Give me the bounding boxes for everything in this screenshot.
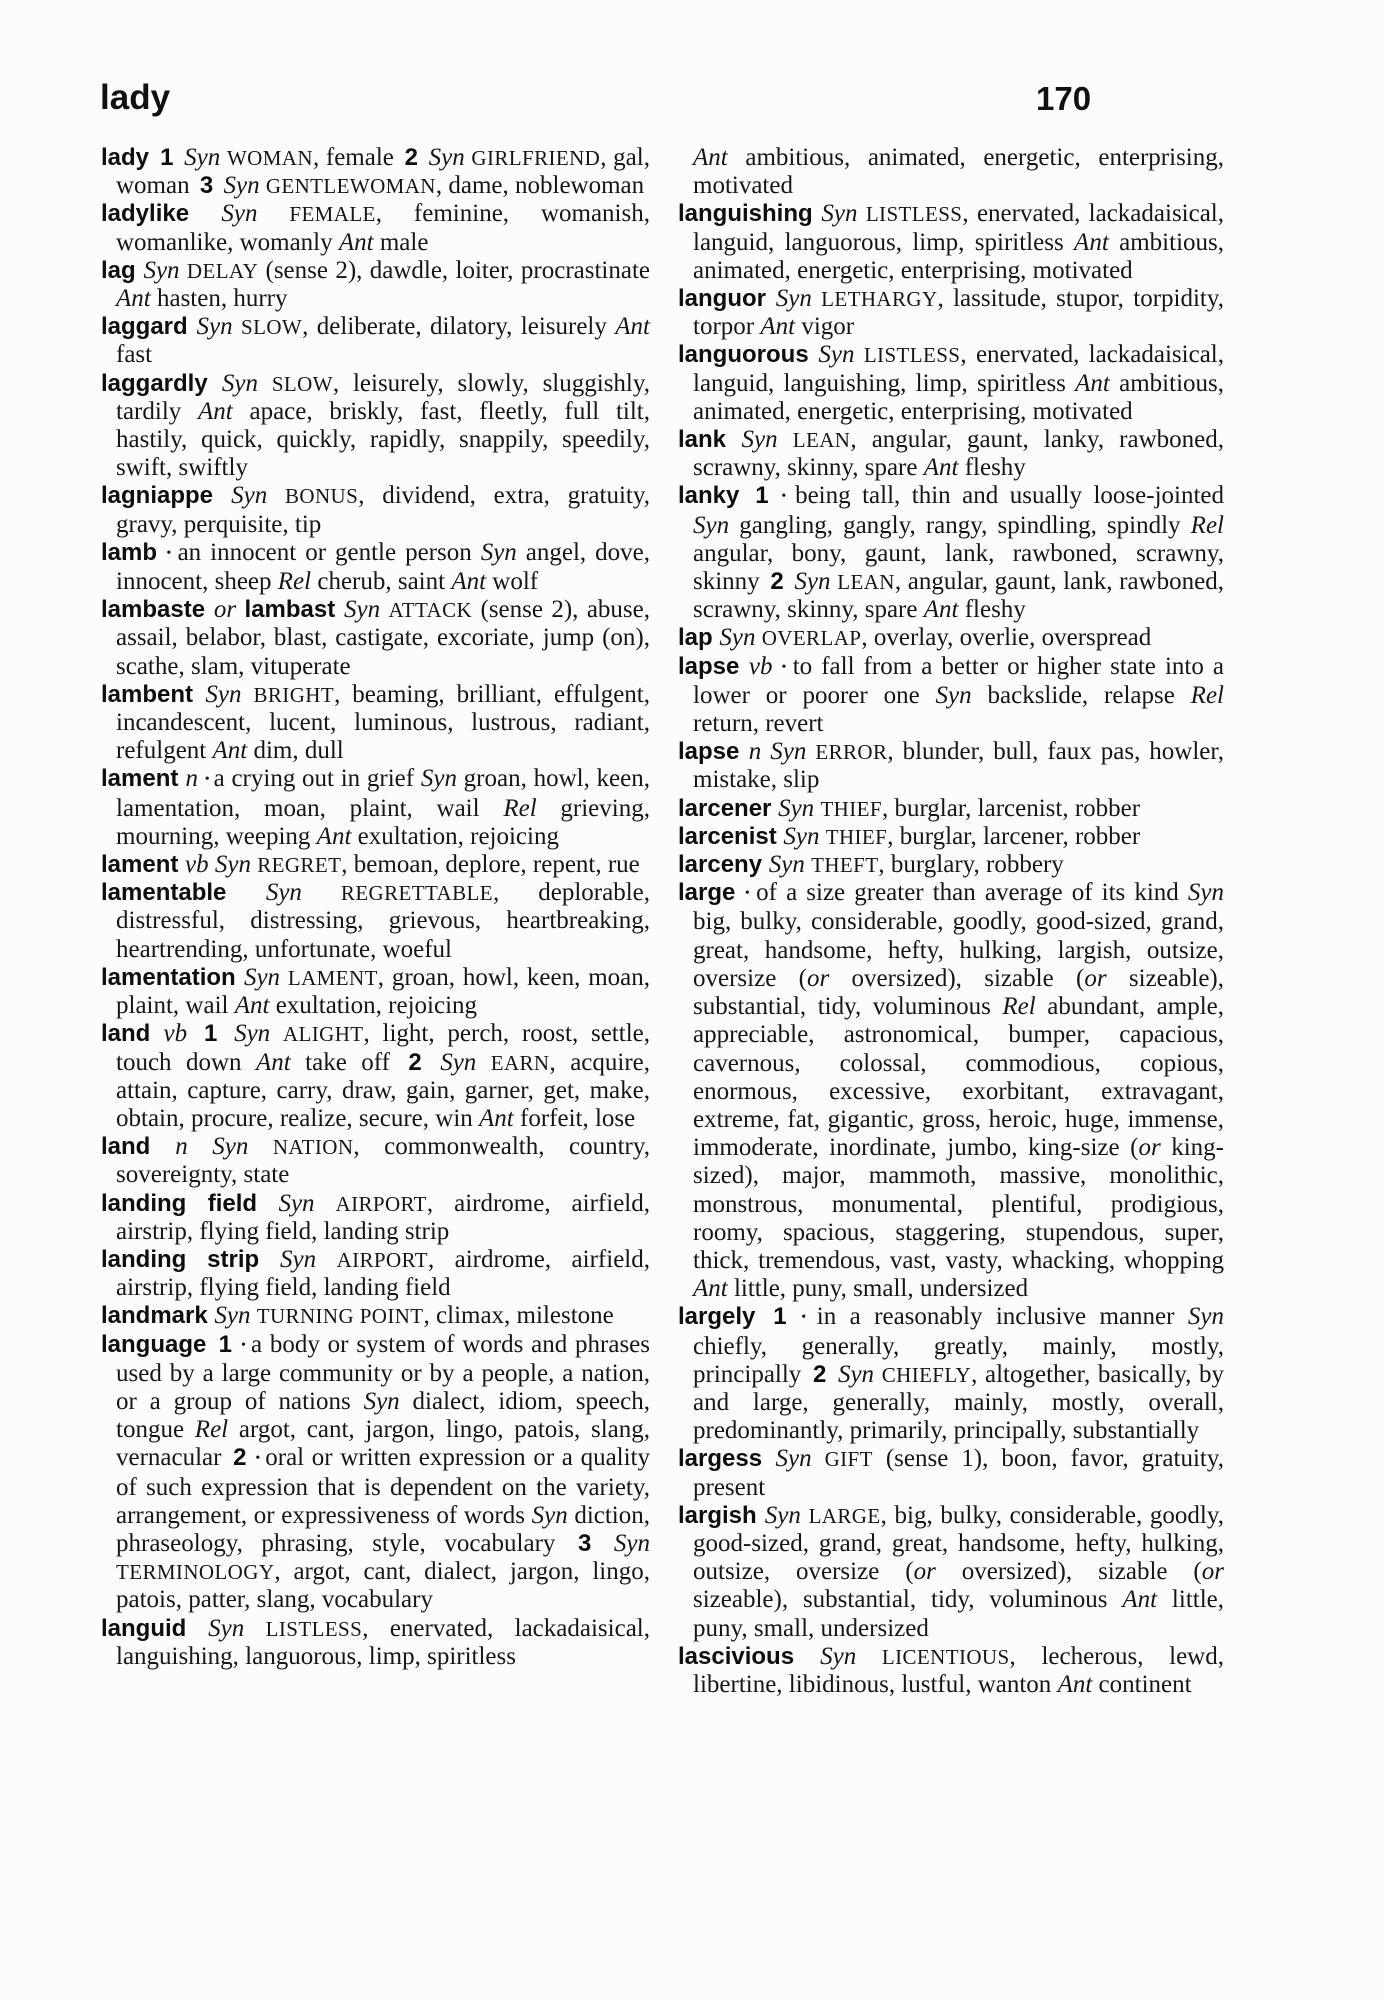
italic-label: or <box>913 1558 962 1586</box>
cross-reference: REGRET <box>257 853 342 878</box>
cross-reference: LARGE <box>808 1503 881 1528</box>
headword: lapse <box>678 652 749 680</box>
plain-text: , altogether, basically, by and large, generally, mainly, mostly, overall, predominantly, primarily, principally, substantially <box>693 1360 1224 1445</box>
plain-text: dim, dull <box>253 737 344 765</box>
cross-reference: GIFT <box>824 1447 873 1472</box>
headword: lagniappe <box>101 482 232 510</box>
plain-text: dialect, idiom, speech, tongue <box>116 1387 650 1444</box>
sense-number: 1 <box>160 144 174 171</box>
headword: lament <box>101 765 186 793</box>
plain-text: (sense 2), dawdle, loiter, procrastinate <box>258 256 650 284</box>
italic-label: Ant <box>338 228 380 256</box>
plain-text: a crying out in grief <box>213 765 421 793</box>
entry <box>678 1502 1224 1643</box>
italic-label: Syn <box>775 285 822 313</box>
running-head: lady <box>100 78 171 117</box>
italic-label: vb Syn <box>185 851 258 879</box>
headword: landing strip <box>101 1245 281 1273</box>
sense-number: 2 <box>812 1360 827 1388</box>
headword: languid <box>101 1614 209 1642</box>
cross-reference: SLOW <box>271 371 333 396</box>
italic-label: Rel <box>1190 511 1224 539</box>
italic-label: Syn <box>265 879 341 907</box>
plain-text: cherub, saint <box>317 568 452 596</box>
cross-reference: ALIGHT <box>282 1022 364 1047</box>
entry <box>678 795 1224 823</box>
plain-text: , enervated, lackadaisical, languishing, languorous, limp, spiritless <box>116 1614 650 1670</box>
entry <box>101 879 650 964</box>
headword: lag <box>101 256 144 284</box>
cross-reference: REGRETTABLE <box>340 881 493 906</box>
italic-label: Syn <box>787 568 838 596</box>
italic-label: Syn <box>775 1445 825 1473</box>
italic-label: Ant <box>693 144 746 171</box>
plain-text: , airdrome, airfield, airstrip, flying field, landing field <box>116 1245 650 1302</box>
headword: lascivious <box>678 1642 821 1670</box>
italic-label: n Syn <box>748 738 816 766</box>
plain-text: , climax, milestone <box>423 1302 614 1330</box>
italic-label: Syn <box>344 596 389 624</box>
italic-label: or <box>1201 1558 1224 1586</box>
italic-label: Syn <box>421 144 472 171</box>
cross-reference: AIRPORT <box>336 1247 428 1272</box>
plain-text: being tall, thin and usually loose-jointed <box>795 482 1225 510</box>
cross-reference: ATTACK <box>388 598 473 623</box>
plain-text: , commonwealth, country, sovereignty, state <box>116 1133 650 1189</box>
headword: laggardly <box>101 369 222 397</box>
plain-text: oversized), sizable ( <box>851 964 1085 992</box>
plain-text: , enervated, lackadaisical, languid, languorous, limp, spiritless <box>693 200 1225 256</box>
italic-label: Syn <box>217 172 266 200</box>
plain-text: , deplorable, distressful, distressing, grievous, heartbreaking, heartrending, unfortunate, woeful <box>116 879 650 963</box>
plain-text: continent <box>1098 1670 1192 1698</box>
sense-number: 3 <box>577 1529 592 1557</box>
plain-text: , light, perch, roost, settle, touch down <box>116 1020 650 1076</box>
headword: lamb <box>101 538 167 566</box>
cross-reference: WOMAN <box>226 146 313 170</box>
entry <box>101 1246 650 1302</box>
plain-text: sizeable), substantial, tidy, voluminous <box>693 1586 1123 1614</box>
headword: land <box>101 1133 176 1161</box>
headword: lamentable <box>101 879 266 907</box>
italic-label: Syn <box>280 1245 337 1273</box>
plain-text: an innocent or gentle person <box>177 538 481 566</box>
entry <box>101 596 650 681</box>
italic-label: Syn <box>830 1360 882 1388</box>
cross-reference: AIRPORT <box>335 1191 427 1216</box>
cross-reference: FEMALE <box>289 202 376 227</box>
cross-reference: BRIGHT <box>253 682 335 707</box>
plain-text: argot, cant, jargon, lingo, patois, slang, vernacular <box>116 1416 650 1472</box>
italic-label: n <box>185 765 205 793</box>
cross-reference: BONUS <box>285 484 359 509</box>
bullet-icon: • <box>790 1310 817 1326</box>
italic-label: Ant <box>212 737 254 765</box>
sense-number: 1 <box>773 1303 787 1331</box>
italic-label: Rel <box>277 568 318 596</box>
headword: lapse <box>678 738 749 766</box>
italic-label: Syn <box>531 1501 575 1529</box>
plain-text: apace, briskly, fast, fleetly, full tilt, hastily, quick, quickly, rapidly, snappily, speedily, swift, swiftly <box>116 397 650 482</box>
bullet-icon: • <box>235 1337 251 1353</box>
plain-text: fast <box>116 341 153 369</box>
plain-text: male <box>379 228 429 256</box>
sense-number: 2 <box>233 1444 247 1472</box>
plain-text: , dividend, extra, gratuity, gravy, perquisite, tip <box>116 482 650 538</box>
plain-text: , burglary, robbery <box>878 851 1064 879</box>
plain-text: , bemoan, deplore, repent, rue <box>341 851 640 879</box>
italic-label: Syn <box>231 482 286 510</box>
headword: languishing <box>678 200 822 228</box>
headword: lank <box>678 426 742 454</box>
page-number: 170 <box>1036 80 1092 117</box>
entry <box>101 1190 650 1246</box>
italic-label: Syn <box>420 765 464 793</box>
entry <box>101 313 650 369</box>
plain-text: , angular, gaunt, lank, rawboned, scrawny, skinny, spare <box>693 568 1224 624</box>
plain-text: , beaming, brilliant, effulgent, incandescent, lucent, luminous, lustrous, radiant, refulgent <box>116 680 650 765</box>
entry <box>101 539 650 596</box>
headword: lanky <box>678 482 752 510</box>
plain-text: king-sized), major, mammoth, massive, monolithic, monstrous, monumental, plentiful, prodigious, roomy, spacious, staggering, stupendous, super, thick, tremendous, vast, vasty, whacking, whopping <box>693 1134 1225 1274</box>
sense-number: 1 <box>755 482 769 510</box>
italic-label: Syn <box>425 1048 491 1076</box>
italic-label: Syn <box>764 1501 809 1529</box>
plain-text: , overlay, overlie, overspread <box>861 624 1152 652</box>
sense-number: 3 <box>199 172 214 200</box>
entry <box>101 144 650 200</box>
italic-label: Syn <box>768 851 812 879</box>
bullet-icon: • <box>250 1451 266 1467</box>
sense-number: 2 <box>404 144 418 171</box>
plain-text: (sense 1), boon, favor, gratuity, present <box>693 1445 1224 1501</box>
cross-reference: TERMINOLOGY <box>116 1560 275 1585</box>
sense-number: 1 <box>203 1020 218 1048</box>
entry <box>678 200 1224 285</box>
italic-label: Syn <box>783 822 826 850</box>
italic-label: Syn <box>221 369 272 397</box>
italic-label: Syn <box>480 538 526 566</box>
italic-label: Syn <box>214 1302 257 1330</box>
plain-text: (sense 2), abuse, assail, belabor, blast, castigate, excoriate, jump (on), scathe, slam, vituperate <box>116 596 651 680</box>
bullet-icon: • <box>166 545 178 561</box>
plain-text: , airdrome, airfield, airstrip, flying field, landing strip <box>116 1189 650 1245</box>
italic-label: n Syn <box>175 1133 273 1161</box>
italic-label: Syn <box>243 963 288 991</box>
entry <box>678 879 1224 1303</box>
headword: lamentation <box>101 963 244 991</box>
entry <box>101 1020 650 1133</box>
plain-text: a body or system of words and phrases used by a large community or by a people, a nation, or a group of nations <box>116 1330 650 1415</box>
plain-text: big, bulky, considerable, goodly, good-sized, grand, great, handsome, hefty, hulking, largish, outsize, oversize ( <box>693 908 1224 992</box>
italic-label: Ant <box>923 596 965 624</box>
plain-text: oversized), sizable ( <box>961 1558 1202 1586</box>
cross-reference: GIRLFRIEND <box>471 146 601 170</box>
plain-text: of a size greater than average of its kind <box>756 879 1188 907</box>
headword: lament <box>101 851 186 879</box>
entry <box>101 765 650 851</box>
entry <box>678 823 1224 851</box>
headword: lambaste <box>101 596 214 624</box>
entry <box>101 1331 650 1615</box>
headword: larceny <box>678 851 769 879</box>
plain-text: angular, bony, gaunt, lank, rawboned, scrawny, skinny <box>693 539 1224 596</box>
italic-label: Ant <box>1074 228 1120 256</box>
entry <box>678 482 1224 624</box>
bullet-icon: • <box>744 886 757 902</box>
italic-label: Syn <box>221 200 290 228</box>
headword: language <box>101 1330 215 1358</box>
plain-text: , angular, gaunt, lanky, rawboned, scrawny, skinny, spare <box>693 426 1224 482</box>
bullet-icon: • <box>772 489 796 505</box>
plain-text: , female <box>312 144 401 171</box>
italic-label: Ant <box>693 1275 734 1303</box>
entry <box>101 482 650 538</box>
plain-text: ambitious, animated, energetic, enterprising, motivated <box>693 369 1224 425</box>
right-column <box>678 144 1224 1699</box>
italic-label: Ant <box>923 454 965 482</box>
headword: larcenist <box>678 822 784 850</box>
headword: landing field <box>101 1189 279 1217</box>
cross-reference: TURNING POINT <box>256 1304 424 1329</box>
italic-label: Syn <box>741 426 793 454</box>
cross-reference: THEFT <box>811 853 879 878</box>
headword: languorous <box>678 341 819 369</box>
entry <box>101 681 650 766</box>
italic-label: vb <box>748 652 782 680</box>
plain-text: ambitious, animated, energetic, enterprising, motivated <box>693 144 1225 200</box>
plain-text: return, revert <box>693 710 824 738</box>
headword: land <box>101 1020 164 1048</box>
plain-text: forfeit, lose <box>520 1104 636 1132</box>
cross-reference: LISTLESS <box>865 202 963 227</box>
plain-text: hasten, hurry <box>156 285 288 313</box>
plain-text: , enervated, lackadaisical, languid, languishing, limp, spiritless <box>693 341 1224 397</box>
plain-text: , burglar, larcenist, robber <box>881 794 1141 822</box>
plain-text: chiefly, generally, greatly, mainly, mostly, principally <box>693 1332 1224 1388</box>
headword: larcener <box>678 794 779 822</box>
italic-label: or <box>213 596 245 624</box>
italic-label: vb <box>163 1020 200 1048</box>
plain-text: , big, bulky, considerable, goodly, good-sized, grand, great, handsome, hefty, hulking, outsize, oversize ( <box>693 1501 1224 1586</box>
plain-text: , lecherous, lewd, libertine, libidinous, lustful, wanton <box>693 1642 1224 1698</box>
left-column <box>101 144 650 1671</box>
italic-label: Syn <box>177 144 227 171</box>
cross-reference: LISTLESS <box>265 1616 363 1641</box>
italic-label: Ant <box>316 822 358 850</box>
cross-reference: GENTLEWOMAN <box>265 174 436 199</box>
cross-reference: NATION <box>272 1135 354 1160</box>
headword: languor <box>678 285 776 313</box>
entry <box>678 738 1224 794</box>
plain-text: oral or written expression or a quality of such expression that is dependent on the variety, arrangement, or expressiveness of words <box>116 1444 651 1529</box>
headword: largely <box>678 1303 770 1331</box>
entry <box>101 1133 650 1189</box>
entry <box>678 426 1224 482</box>
italic-label: Rel <box>194 1416 239 1444</box>
plain-text: , deliberate, dilatory, leisurely <box>302 313 616 341</box>
plain-text: in a reasonably inclusive manner <box>816 1303 1188 1331</box>
italic-label: Syn <box>719 624 762 652</box>
italic-label: Syn <box>278 1189 336 1217</box>
plain-text: backslide, relapse <box>987 681 1191 709</box>
plain-text: groan, howl, keen, lamentation, moan, plaint, wail <box>116 765 650 822</box>
italic-label: Rel <box>1190 681 1224 709</box>
plain-text: , gal, woman <box>116 144 650 200</box>
headword: large <box>678 879 745 907</box>
sense-number: 2 <box>408 1048 422 1076</box>
headword: ladylike <box>101 200 222 228</box>
entry <box>678 341 1224 426</box>
italic-label: Ant <box>255 1048 306 1076</box>
headword: largess <box>678 1445 776 1473</box>
cross-reference: OVERLAP <box>761 626 862 651</box>
italic-label: Ant <box>198 397 250 425</box>
italic-label: Syn <box>693 511 740 539</box>
cross-reference: LETHARGY <box>821 287 938 312</box>
italic-label: Syn <box>143 256 187 284</box>
entry <box>678 1445 1224 1501</box>
italic-label: Ant <box>234 992 276 1020</box>
plain-text: take off <box>305 1048 405 1076</box>
entry <box>101 370 650 483</box>
italic-label: Ant <box>760 313 802 341</box>
italic-label: or <box>1084 964 1129 992</box>
italic-label: Syn <box>595 1529 650 1557</box>
entry <box>678 851 1224 879</box>
italic-label: or <box>1138 1134 1172 1162</box>
italic-label: Syn <box>818 341 864 369</box>
italic-label: Ant <box>479 1104 520 1132</box>
italic-label: Rel <box>1002 993 1048 1021</box>
plain-text: gangling, gangly, rangy, spindling, spindly <box>739 511 1191 539</box>
bullet-icon: • <box>781 659 793 675</box>
headword: laggard <box>101 313 197 341</box>
cross-reference: THIEF <box>825 824 888 849</box>
bullet-icon: • <box>204 772 214 788</box>
plain-text: , groan, howl, keen, moan, plaint, wail <box>116 963 650 1020</box>
entry <box>678 1303 1224 1445</box>
plain-text: grieving, mourning, weeping <box>116 794 650 850</box>
plain-text: angel, dove, innocent, sheep <box>116 538 650 596</box>
sense-number: 1 <box>218 1330 232 1358</box>
headword: largish <box>678 1501 765 1529</box>
cross-reference: SLOW <box>241 315 303 340</box>
italic-label: or <box>806 964 852 992</box>
headword: landmark <box>101 1302 215 1330</box>
plain-text: little, puny, small, undersized <box>693 1586 1224 1642</box>
italic-label: Syn <box>778 794 821 822</box>
cross-reference: LAMENT <box>287 965 378 990</box>
cross-reference: ERROR <box>815 740 888 765</box>
plain-text: little, puny, small, undersized <box>733 1275 1029 1303</box>
cross-reference: DELAY <box>186 258 259 283</box>
cross-reference: LEAN <box>837 570 895 595</box>
headword: lap <box>678 624 720 652</box>
italic-label: Syn <box>820 1642 882 1670</box>
entry-continuation <box>678 144 1224 200</box>
plain-text: sizeable), substantial, tidy, voluminous <box>693 964 1224 1021</box>
italic-label: Syn <box>821 200 866 228</box>
entry <box>678 1643 1224 1699</box>
plain-text: wolf <box>492 568 539 596</box>
plain-text: , dame, noblewoman <box>435 172 645 200</box>
italic-label: Syn <box>935 681 988 709</box>
italic-label: Ant <box>116 285 157 313</box>
plain-text: exultation, rejoicing <box>275 992 478 1020</box>
italic-label: Ant <box>1122 1586 1172 1614</box>
headword: lady <box>101 144 157 171</box>
plain-text: , acquire, attain, capture, carry, draw, gain, garner, get, make, obtain, procure, realize, secure, win <box>116 1048 651 1132</box>
plain-text: , leisurely, slowly, sluggishly, tardily <box>116 369 650 425</box>
entry <box>101 1615 650 1671</box>
plain-text: , lassitude, stupor, torpidity, torpor <box>693 285 1224 341</box>
plain-text: to fall from a better or higher state into a lower or poorer one <box>693 652 1224 709</box>
italic-label: Ant <box>1075 369 1120 397</box>
plain-text: diction, phraseology, phrasing, style, vocabulary <box>116 1501 650 1557</box>
sense-number: 2 <box>770 568 784 596</box>
entry <box>101 257 650 313</box>
entry <box>101 964 650 1020</box>
cross-reference: THIEF <box>820 796 882 821</box>
italic-label: Syn <box>1187 879 1225 907</box>
italic-label: Syn <box>208 1614 266 1642</box>
italic-label: Syn <box>1187 1303 1224 1331</box>
entry <box>101 1302 650 1330</box>
plain-text: fleshy <box>964 454 1026 482</box>
plain-text: ambitious, animated, energetic, enterprising, motivated <box>693 228 1224 284</box>
plain-text: fleshy <box>964 596 1026 624</box>
entry <box>101 200 650 256</box>
entry <box>678 653 1224 739</box>
plain-text: abundant, ample, appreciable, astronomical, bumper, capacious, cavernous, colossal, commodious, copious, enormous, excessive, exorbitant, extravagant, extreme, fat, gigantic, gross, heroic, huge, immense, immoderate, inordinate, jumbo, king-size ( <box>693 993 1224 1162</box>
italic-label: Ant <box>615 313 650 341</box>
cross-reference: LISTLESS <box>863 343 961 368</box>
cross-reference: CHIEFLY <box>881 1362 972 1387</box>
italic-label: Syn <box>196 313 242 341</box>
cross-reference: LICENTIOUS <box>881 1644 1010 1669</box>
italic-label: Syn <box>363 1387 413 1415</box>
italic-label: Syn <box>221 1020 283 1048</box>
entry <box>678 285 1224 341</box>
plain-text: , blunder, bull, faux pas, howler, mistake, slip <box>693 738 1224 794</box>
headword: lambent <box>101 680 206 708</box>
plain-text: , burglar, larcener, robber <box>887 822 1141 850</box>
italic-label: Ant <box>1057 1670 1099 1698</box>
plain-text: vigor <box>801 313 855 341</box>
plain-text: , argot, cant, dialect, jargon, lingo, patois, patter, slang, vocabulary <box>116 1558 650 1614</box>
plain-text: , feminine, womanish, womanlike, womanly <box>116 200 650 256</box>
entry <box>101 851 650 879</box>
cross-reference: LEAN <box>792 428 851 453</box>
entry <box>678 624 1224 652</box>
italic-label: Ant <box>451 568 493 596</box>
headword: lambast <box>244 596 345 624</box>
italic-label: Syn <box>205 680 254 708</box>
cross-reference: EARN <box>490 1050 550 1075</box>
italic-label: Rel <box>503 794 561 822</box>
plain-text: exultation, rejoicing <box>357 822 559 850</box>
